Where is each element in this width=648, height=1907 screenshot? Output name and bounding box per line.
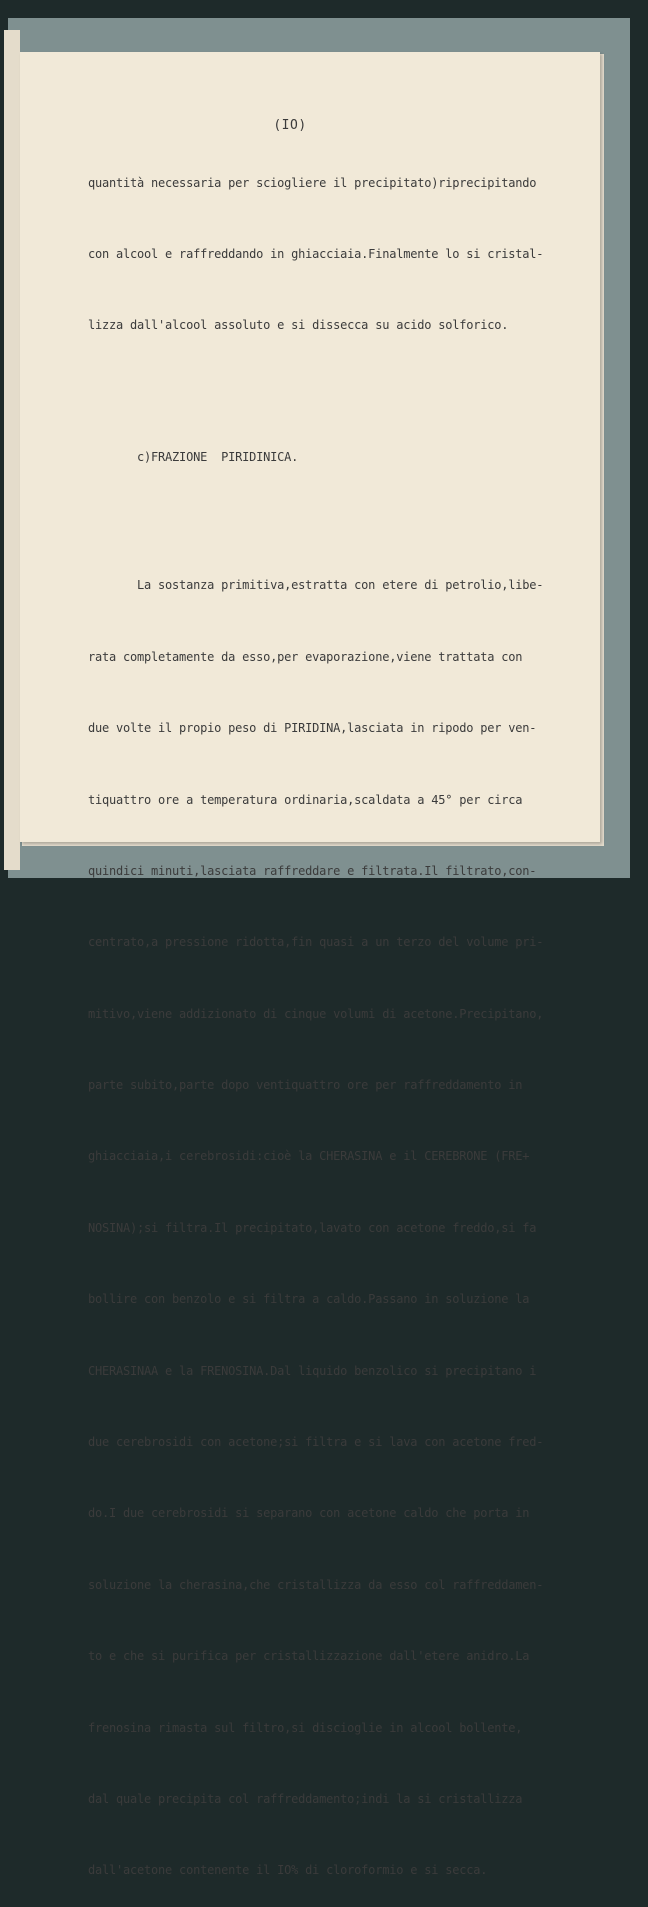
text-line: con alcool e raffreddando in ghiacciaia.Finalmente lo si cristal- xyxy=(88,246,544,261)
text-line: mitivo,viene addizionato di cinque volumi di acetone.Precipitano, xyxy=(88,1006,544,1021)
text-line: CHERASINAA e la FRENOSINA.Dal liquido benzolico si precipitano i xyxy=(88,1363,537,1378)
text-line: ghiacciaia,i cerebrosidi:cioè la CHERASINA e il CEREBRONE (FRE+ xyxy=(88,1149,530,1164)
text-line: dal quale precipita col raffreddamento;indi la si cristallizza xyxy=(88,1791,523,1806)
text-line: frenosina rimasta sul filtro,si discioglie in alcool bollente, xyxy=(88,1720,523,1735)
text-line: lizza dall'alcool assoluto e si dissecca su acido solforico. xyxy=(88,318,509,333)
text-line: rata completamente da esso,per evaporazione,viene trattata con xyxy=(88,649,523,664)
text-line: to e che si purifica per cristallizzazione dall'etere anidro.La xyxy=(88,1649,530,1664)
previous-page-edge xyxy=(4,30,20,870)
text-line: parte subito,parte dopo ventiquattro ore per raffreddamento in xyxy=(88,1078,523,1093)
text-line: due cerebrosidi con acetone;si filtra e si lava con acetone fred- xyxy=(88,1435,544,1450)
page-number: (IO) xyxy=(273,118,307,133)
text-line: due volte il propio peso di PIRIDINA,lasciata in ripodo per ven- xyxy=(88,721,537,736)
text-line: La sostanza primitiva,estratta con etere di petrolio,libe- xyxy=(88,578,544,593)
text-line: bollire con benzolo e si filtra a caldo.Passano in soluzione la xyxy=(88,1292,530,1307)
text-line: do.I due cerebrosidi si separano con acetone caldo che porta in xyxy=(88,1506,530,1521)
text-line: dall'acetone contenente il IO% di cloroformio e si secca. xyxy=(88,1863,488,1878)
text-line: NOSINA);si filtra.Il precipitato,lavato con acetone freddo,si fa xyxy=(88,1220,537,1235)
text-line: quindici minuti,lasciata raffreddare e filtrata.Il filtrato,con- xyxy=(88,863,537,878)
text-line: centrato,a pressione ridotta,fin quasi a un terzo del volume pri- xyxy=(88,935,544,950)
section-heading: c)FRAZIONE PIRIDINICA. xyxy=(88,450,299,465)
text-line: tiquattro ore a temperatura ordinaria,scaldata a 45° per circa xyxy=(88,792,523,807)
text-line: soluzione la cherasina,che cristallizza da esso col raffreddamen- xyxy=(88,1577,544,1592)
page-text xyxy=(88,124,588,1907)
text-line: quantità necessaria per sciogliere il precipitato)riprecipitando xyxy=(88,175,537,190)
